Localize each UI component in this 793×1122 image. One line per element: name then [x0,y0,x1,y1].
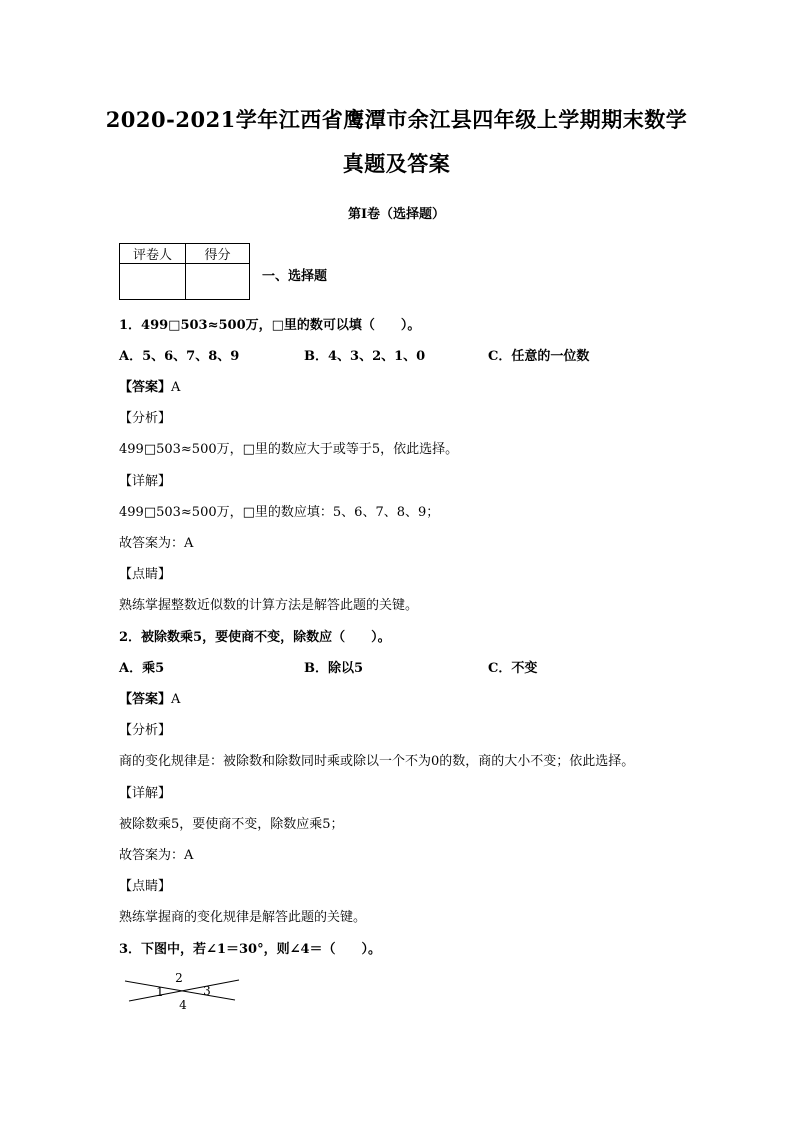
q1-comment-label: 【点睛】 [119,567,172,582]
q1-comment: 熟练掌握整数近似数的计算方法是解答此题的关键。 [119,598,419,613]
q1-answer-value: A [171,380,181,395]
angle-2-label: 2 [175,971,183,985]
q2-detail-label: 【详解】 [119,786,172,801]
q1-stem: 1．499□503≈500万，□里的数可以填（ ）。 [119,318,421,333]
q2-analysis-label: 【分析】 [119,723,172,738]
q3-stem: 3．下图中，若∠1＝30°，则∠4＝（ ）。 [119,942,382,957]
reviewer-cell [120,264,186,300]
section-heading: 一、选择题 [262,269,328,284]
q1-analysis-label: 【分析】 [119,411,172,426]
q2-analysis: 商的变化规律是：被除数和除数同时乘或除以一个不为0的数，商的大小不变；依此选择。 [119,754,635,769]
q2-detail-line1: 被除数乘5，要使商不变，除数应乘5； [119,817,344,832]
q2-option-c: C．不变 [488,661,538,676]
q2-answer-label: 【答案】 [119,692,172,707]
q1-answer [119,376,180,395]
q2-option-a: A．乘5 [119,661,165,676]
document-title-line2: 真题及答案 [342,151,451,176]
q1-option-b: B．4、3、2、1、0 [304,349,426,364]
q2-comment: 熟练掌握商的变化规律是解答此题的关键。 [119,910,367,925]
angle-3-label: 3 [203,984,211,998]
q1-detail-line1: 499□503≈500万，□里的数应填：5、6、7、8、9； [119,505,440,520]
score-header: 得分 [186,244,250,264]
volume-heading: 第I卷（选择题） [347,207,446,222]
q2-stem: 2．被除数乘5，要使商不变，除数应（ ）。 [119,630,391,645]
document-title-line1: 2020-2021学年江西省鹰潭市余江县四年级上学期期末数学 [105,107,688,132]
q1-analysis: 499□503≈500万，□里的数应大于或等于5，依此选择。 [119,442,459,457]
q1-option-c: C．任意的一位数 [488,349,590,364]
q1-answer-label: 【答案】 [119,380,172,395]
q1-detail-line2: 故答案为：A [119,536,194,551]
angle-1-label: 1 [156,985,164,999]
q2-comment-label: 【点睛】 [119,879,172,894]
angle-4-label: 4 [179,998,187,1012]
q2-answer-value: A [171,692,181,707]
reviewer-header: 评卷人 [120,244,186,264]
q2-option-b: B．除以5 [304,661,364,676]
score-table [119,243,250,300]
q1-option-a: A．5、6、7、8、9 [119,349,240,364]
intersecting-lines-figure [123,970,243,1012]
q2-detail-line2: 故答案为：A [119,848,194,863]
q2-answer [119,688,180,707]
score-cell [186,264,250,300]
q1-detail-label: 【详解】 [119,474,172,489]
